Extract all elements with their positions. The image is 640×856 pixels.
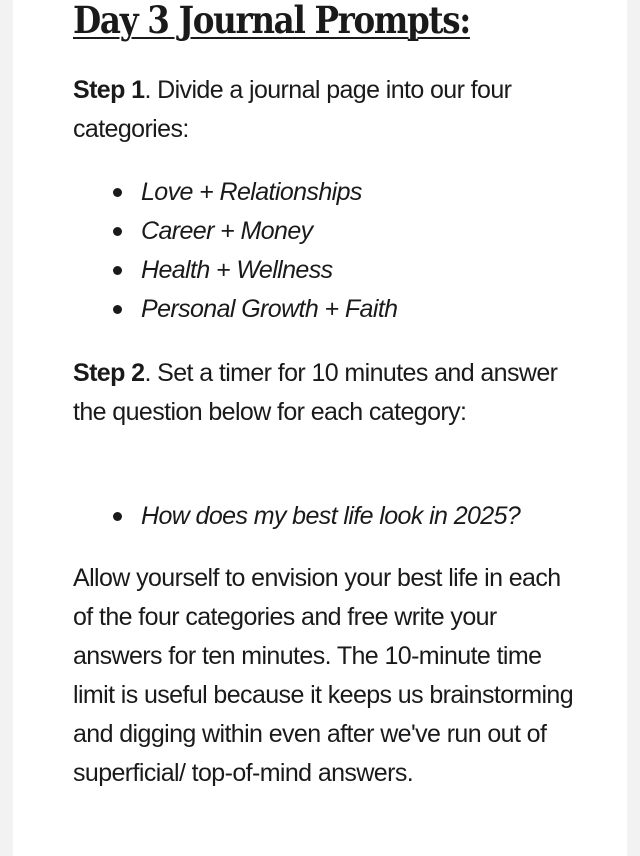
bullet-icon [113, 305, 122, 314]
list-item [73, 173, 397, 212]
document-page [13, 0, 627, 856]
step-1-label: Step 1 [73, 76, 145, 104]
page-title: Day 3 Journal Prompts: [73, 0, 470, 42]
category-label: Love + Relationships [141, 178, 362, 206]
step-2-text: . Set a timer for 10 minutes and answer the question below for each category: [73, 359, 558, 426]
bullet-icon [113, 512, 122, 521]
category-label: Personal Growth + Faith [141, 295, 398, 323]
step-2-paragraph [73, 354, 573, 432]
category-label: Career + Money [141, 217, 313, 245]
category-list [73, 173, 397, 329]
list-item [73, 497, 520, 536]
step-1-paragraph [73, 71, 573, 149]
question-text: How does my best life look in 2025? [141, 502, 521, 530]
bullet-icon [113, 227, 122, 236]
list-item [73, 251, 397, 290]
bullet-icon [113, 188, 122, 197]
question-list [73, 497, 520, 536]
step-1-text: . Divide a journal page into our four categories: [73, 76, 512, 143]
list-item [73, 212, 397, 251]
list-item [73, 290, 397, 329]
category-label: Health + Wellness [141, 256, 333, 284]
step-2-label: Step 2 [73, 359, 145, 387]
closing-paragraph: Allow yourself to envision your best life in each of the four categories and free write your answers for ten minutes. The 10-minute time limit is useful because it keeps us brainstorming and digging within even after we've run out of superficial/ top-of-mind answers. [73, 564, 574, 787]
bullet-icon [113, 266, 122, 275]
